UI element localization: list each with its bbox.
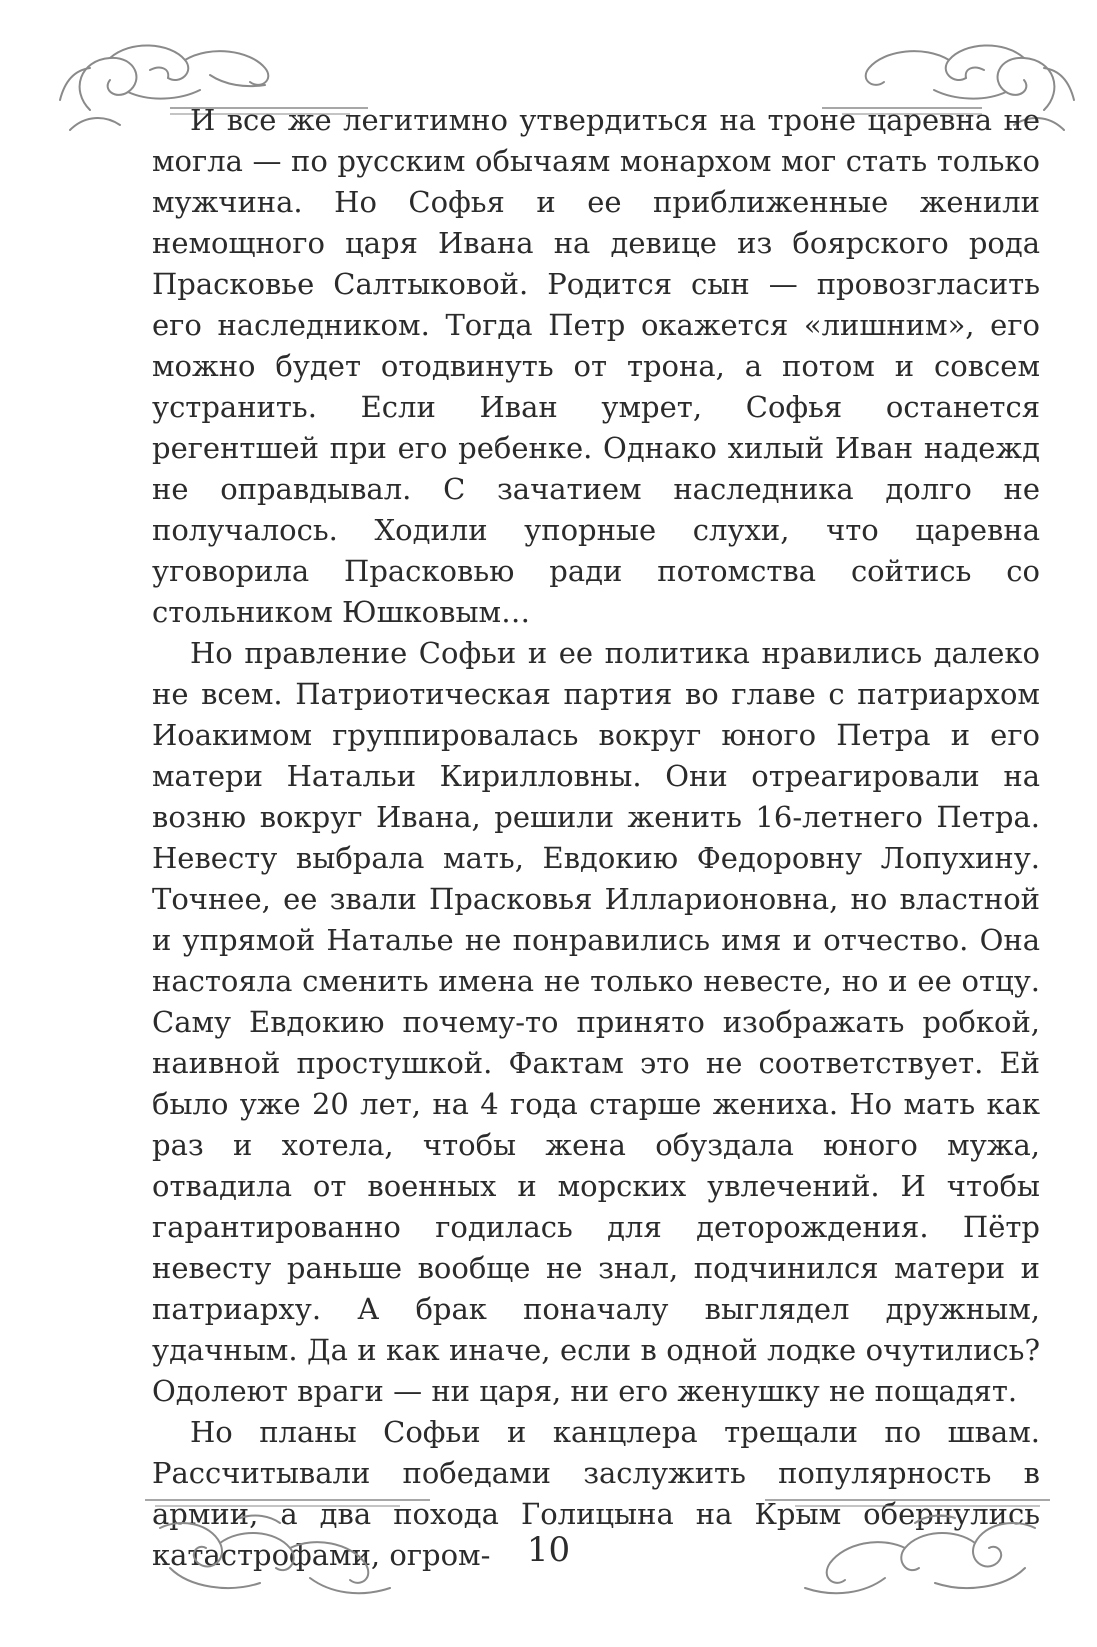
paragraph-2: Но правление Софьи и ее политика нравились далеко не всем. Патриотическая партия во главе с патриархом Иоакимом группировалась вокруг юного Петра и его матери Натальи Кирилловны. Они отреагировали на возню вокруг Ивана, решили женить 16-летнего Петра. Невесту выбрала мать, Евдокию Федоровну Лопухину. Точнее, ее звали Прасковья Илларионовна, но властной и упрямой Наталье не понравились имя и отчество. Она настояла сменить имена не только невесте, но и ее отцу. Саму Евдокию почему-то принято изображать робкой, наивной простушкой. Фактам это не соответствует. Ей было уже 20 лет, на 4 года старше жениха. Но мать как раз и хотела, чтобы жена обуздала юного мужа, отвадила от военных и морских увлечений. И чтобы гарантированно годилась для деторождения. Пётр невесту раньше вообще не знал, подчинился матери и патриарху. А брак поначалу выглядел дружным, удачным. Да и как иначе, если в одной лодке очутились? Одолеют враги — ни царя, ни его женушку не пощадят.	[152, 636, 1040, 1408]
paragraph-3: Но планы Софьи и канцлера трещали по швам. Рассчитывали победами заслужить популярность в армии, а два похода Голицына на Крым обернулись катастрофами, огром-	[152, 1415, 1040, 1572]
page-number: 10	[526, 1530, 571, 1570]
body-text	[152, 100, 1040, 1576]
paragraph-1: И все же легитимно утвердиться на троне царевна не могла — по русским обычаям монархом мог стать только мужчина. Но Софья и ее приближенные женили немощного царя Ивана на девице из боярского рода Прасковье Салтыковой. Родится сын — провозгласить его наследником. Тогда Петр окажется «лишним», его можно будет отодвинуть от трона, а потом и совсем устранить. Если Иван умрет, Софья останется регентшей при его ребенке. Однако хилый Иван надежд не оправдывал. С зачатием наследника долго не получалось. Ходили упорные слухи, что царевна уговорила Прасковью ради потомства сойтись со стольником Юшковым…	[152, 103, 1040, 629]
bottom-right-ornament-icon	[755, 1488, 1055, 1608]
